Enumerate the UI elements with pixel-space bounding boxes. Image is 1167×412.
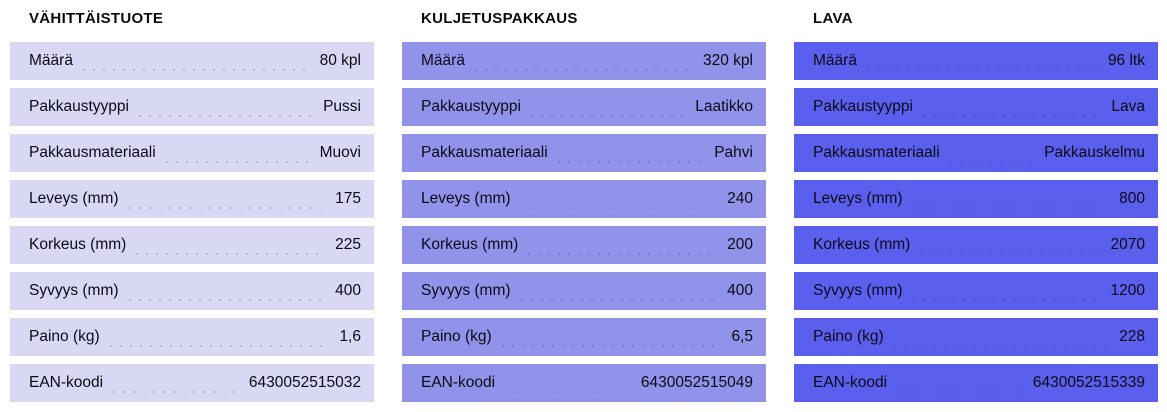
row-value: 2070 [1110,236,1145,253]
table-row [10,88,374,126]
table-row [402,88,766,126]
row-label: Leveys (mm) [29,190,119,207]
dotted-leader [521,299,718,301]
row-label: Pakkausmateriaali [813,144,940,161]
dotted-leader [166,161,310,163]
row-value: Lava [1111,98,1145,115]
table-row [402,318,766,356]
column-retail-product [10,10,374,402]
row-value: 80 kpl [319,52,361,69]
row-label: Pakkaustyyppi [29,98,129,115]
row-label: Pakkausmateriaali [29,144,156,161]
dotted-leader [913,207,1110,209]
row-label: Korkeus (mm) [421,236,519,253]
column-pallet [794,10,1158,402]
dotted-leader [83,69,310,71]
row-label: Korkeus (mm) [813,236,911,253]
table-row [402,364,766,402]
row-label: Määrä [421,52,465,69]
row-label: EAN-koodi [29,374,104,391]
row-value: Pussi [323,98,361,115]
dotted-leader [950,161,1035,163]
dotted-leader [531,115,685,117]
row-value: 6430052515339 [1032,374,1145,391]
table-row [794,42,1158,80]
row-value: 200 [727,236,753,253]
row-value: Muovi [319,144,361,161]
row-label: Syvyys (mm) [29,282,119,299]
row-value: 1,6 [339,328,361,345]
row-value: 6430052515032 [248,374,361,391]
table-row [794,180,1158,218]
row-label: Paino (kg) [421,328,492,345]
row-label: Pakkaustyyppi [813,98,913,115]
dotted-leader [129,207,326,209]
dotted-leader [913,299,1101,301]
table-row [794,318,1158,356]
row-value: 1200 [1110,282,1145,299]
table-row [794,272,1158,310]
row-value: 6430052515049 [640,374,753,391]
table-row [10,318,374,356]
dotted-leader [475,69,693,71]
row-value: 400 [335,282,361,299]
dotted-leader [139,115,313,117]
table-row [10,272,374,310]
column-transport-package [402,10,766,402]
row-value: 225 [335,236,361,253]
row-value: 800 [1119,190,1145,207]
row-label: Pakkaustyyppi [421,98,521,115]
dotted-leader [129,299,326,301]
row-value: Pakkauskelmu [1044,144,1145,161]
dotted-leader [136,253,325,255]
table-row [794,364,1158,402]
row-label: Paino (kg) [29,328,100,345]
dotted-leader [528,253,717,255]
dotted-leader [558,161,705,163]
table-row [10,42,374,80]
column-title: KULJETUSPAKKAUS [421,10,578,27]
table-row [402,180,766,218]
dotted-leader [502,345,722,347]
row-label: Pakkausmateriaali [421,144,548,161]
table-row [794,134,1158,172]
row-label: Leveys (mm) [421,190,511,207]
row-value: 228 [1119,328,1145,345]
dotted-leader [867,69,1098,71]
row-label: Määrä [29,52,73,69]
row-value: 240 [727,190,753,207]
row-value: 6,5 [731,328,753,345]
column-title: LAVA [813,10,853,27]
dotted-leader [894,345,1109,347]
dotted-leader [920,253,1100,255]
table-row [10,134,374,172]
row-label: Syvyys (mm) [421,282,511,299]
table-row [10,226,374,264]
table-row [794,226,1158,264]
table-row [402,134,766,172]
row-label: EAN-koodi [813,374,888,391]
row-label: Määrä [813,52,857,69]
table-row [402,272,766,310]
dotted-leader [897,391,1023,393]
row-label: EAN-koodi [421,374,496,391]
column-title: VÄHITTÄISTUOTE [29,10,164,27]
table-row [10,180,374,218]
dotted-leader [505,391,631,393]
row-value: Laatikko [695,98,753,115]
row-value: 400 [727,282,753,299]
row-label: Paino (kg) [813,328,884,345]
row-label: Syvyys (mm) [813,282,903,299]
dotted-leader [110,345,330,347]
table-row [10,364,374,402]
dotted-leader [923,115,1101,117]
dotted-leader [113,391,239,393]
row-label: Korkeus (mm) [29,236,127,253]
row-value: Pahvi [714,144,753,161]
dotted-leader [521,207,718,209]
row-label: Leveys (mm) [813,190,903,207]
row-value: 320 kpl [703,52,753,69]
table-row [794,88,1158,126]
row-value: 96 ltk [1107,52,1145,69]
row-value: 175 [335,190,361,207]
table-row [402,42,766,80]
table-row [402,226,766,264]
